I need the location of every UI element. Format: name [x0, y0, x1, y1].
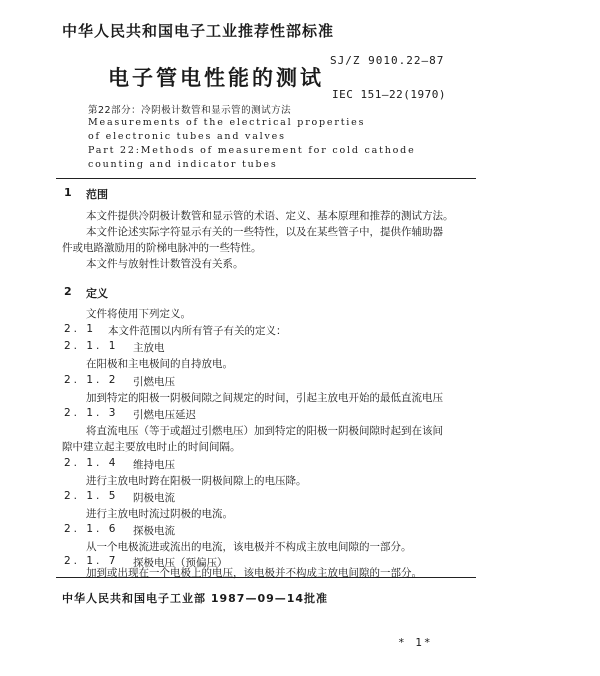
clause-term: 探极电流	[133, 525, 175, 537]
approval-statement: 中华人民共和国电子工业部 1987—09—14批准	[62, 592, 329, 605]
paragraph-line: 本文件论述实际字符显示有关的一些特性，以及在某些管子中，提供作辅助器	[86, 226, 443, 238]
document-title: 电子管电性能的测试	[108, 66, 324, 90]
clause-text: 在阳极和主电极间的自持放电。	[86, 358, 233, 370]
clause-text: 加到特定的阳极一阴极间隙之间规定的时间，引起主放电开始的最低直流电压	[86, 392, 443, 404]
page-number: * 1*	[398, 636, 433, 649]
section-heading: 范围	[86, 188, 108, 201]
footer-divider	[56, 577, 476, 578]
iec-reference: IEC 151—22(1970)	[332, 88, 446, 101]
clause-number: 2. 1. 6	[64, 523, 119, 535]
clause-number: 2. 1. 5	[64, 490, 119, 502]
clause-text: 本文件范围以内所有管子有关的定义：	[108, 325, 287, 337]
subtitle-english-line: of electronic tubes and valves	[88, 131, 286, 142]
paragraph-line: 件或电路激励用的阶梯电脉冲的一些特性。	[62, 242, 262, 254]
subtitle-english-line: counting and indicator tubes	[88, 159, 278, 170]
clause-number: 2. 1. 3	[64, 407, 119, 419]
issuing-authority: 中华人民共和国电子工业推荐性部标准	[62, 22, 335, 40]
paragraph-line: 本文件与放射性计数管没有关系。	[86, 258, 244, 270]
clause-text: 将直流电压（等于或超过引燃电压）加到特定的阳极一阴极间隙时起到在该间	[86, 425, 443, 437]
section-number: 2	[64, 285, 72, 298]
subtitle-english-line: Part 22:Methods of measurement for cold cathode	[88, 145, 416, 156]
clause-text: 隙中建立起主要放电时止的时间间隔。	[62, 441, 241, 453]
section-number: 1	[64, 186, 72, 199]
clause-term: 引燃电压延迟	[133, 409, 196, 421]
subtitle-chinese: 第22部分：冷阴极计数管和显示管的测试方法	[88, 105, 292, 116]
clause-number: 2. 1	[64, 323, 97, 335]
section-heading: 定义	[86, 287, 108, 300]
clause-number: 2. 1. 7	[64, 555, 119, 567]
clause-term: 维持电压	[133, 459, 175, 471]
standard-code: SJ/Z 9010.22—87	[330, 54, 445, 67]
clause-term: 阴极电流	[133, 492, 175, 504]
clause-number: 2. 1. 2	[64, 374, 119, 386]
header-divider	[56, 178, 476, 179]
clause-term: 主放电	[133, 342, 165, 354]
clause-number: 2. 1. 1	[64, 340, 119, 352]
clause-text: 进行主放电时跨在阳极一阴极间隙上的电压降。	[86, 475, 307, 487]
paragraph-line: 文件将使用下列定义。	[86, 308, 191, 320]
clause-text: 进行主放电时流过阴极的电流。	[86, 508, 233, 520]
clause-text: 从一个电极流进或流出的电流，该电极并不构成主放电间隙的一部分。	[86, 541, 412, 553]
subtitle-english-line: Measurements of the electrical properties	[88, 117, 366, 128]
paragraph-line: 本文件提供冷阴极计数管和显示管的术语、定义、基本原理和推荐的测试方法。	[86, 210, 454, 222]
clause-number: 2. 1. 4	[64, 457, 119, 469]
clause-text: 加到或出现在一个电极上的电压，该电极并不构成主放电间隙的一部分。	[86, 567, 422, 579]
clause-term: 探极电压（预偏压）	[133, 557, 228, 569]
clause-term: 引燃电压	[133, 376, 175, 388]
